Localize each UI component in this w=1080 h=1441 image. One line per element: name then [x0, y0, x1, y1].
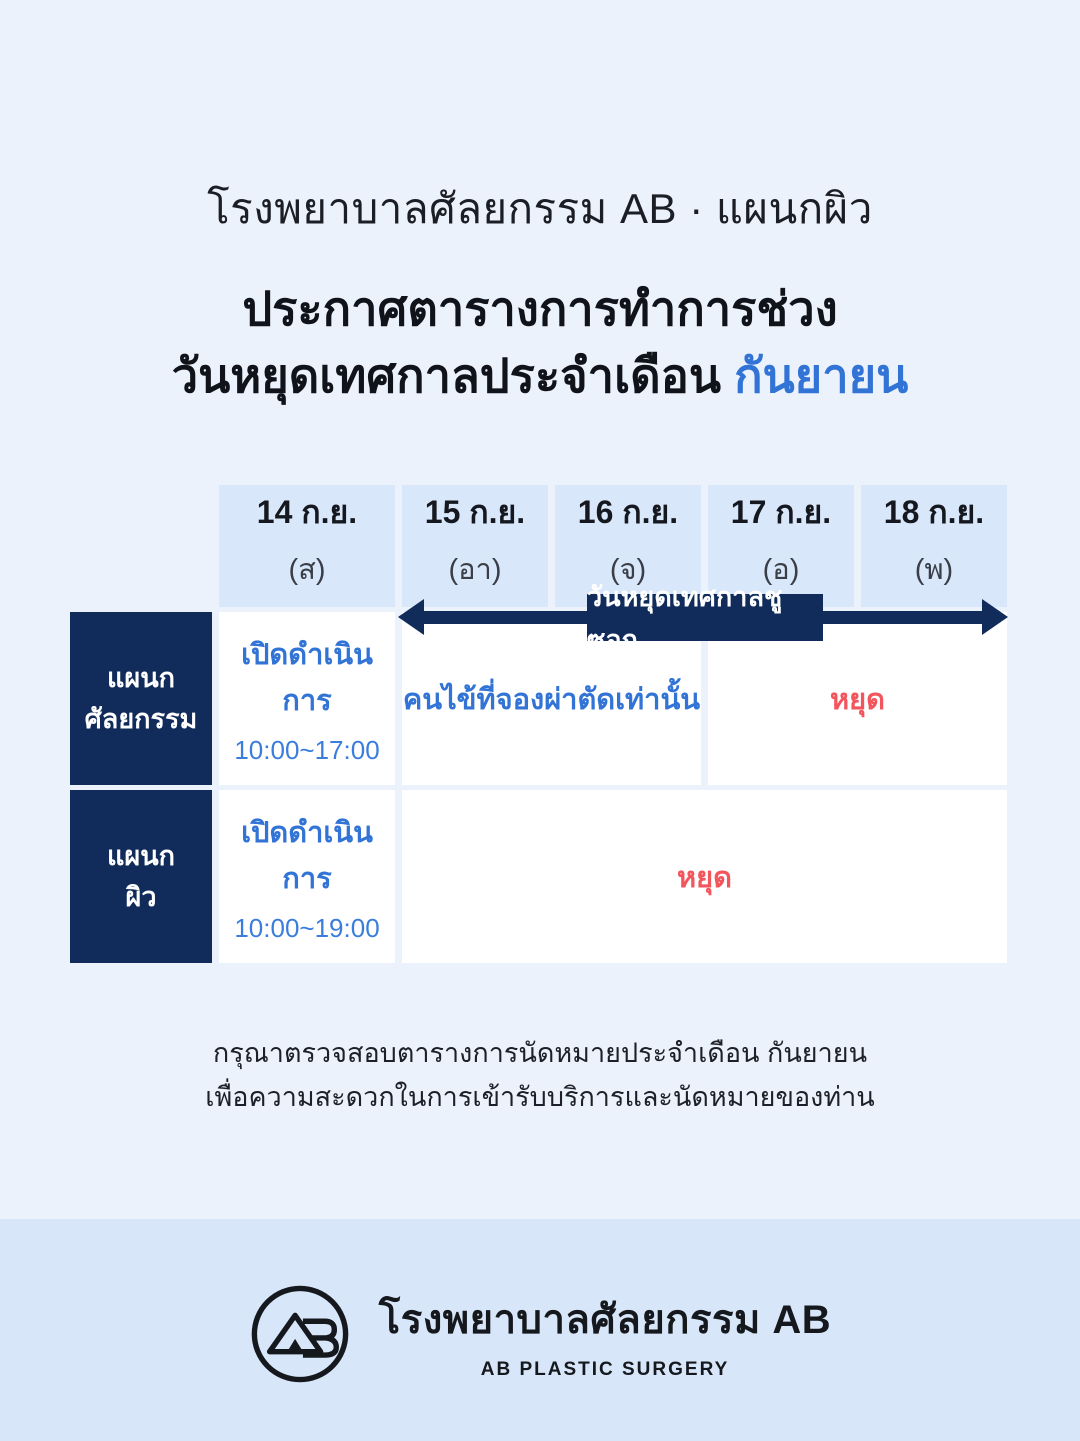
- booked-only-label: คนไข้ที่จองผ่าตัดเท่านั้น: [402, 683, 701, 716]
- closed-label: หยุด: [677, 861, 732, 894]
- weekday-label: (จ): [609, 553, 647, 586]
- date-label: 16 ก.ย.: [577, 493, 679, 530]
- dept-line2: ศัลยกรรม: [84, 703, 198, 734]
- date-label: 14 ก.ย.: [256, 493, 358, 530]
- dept-line2: ผิว: [125, 881, 157, 912]
- title-line2-prefix: วันหยุดเทศกาลประจำเดือน: [171, 348, 722, 402]
- weekday-label: (ส): [288, 553, 326, 586]
- brand-lockup: [0, 1283, 1080, 1385]
- closed-label: หยุด: [830, 683, 885, 716]
- brand-text: [379, 1287, 831, 1381]
- cell-surgery-open: [219, 612, 395, 785]
- footer-note-line2: เพื่อความสะดวกในการเข้ารับบริการและนัดหมายของท่าน: [205, 1081, 875, 1112]
- weekday-label: (พ): [914, 553, 954, 586]
- cell-skin-open: [219, 790, 395, 963]
- brand-name: โรงพยาบาลศัลยกรรม AB: [378, 1298, 832, 1342]
- title-month-highlight: กันยายน: [734, 348, 909, 402]
- title-line2: [0, 343, 1080, 410]
- holiday-arrow-left-icon: [398, 599, 424, 635]
- footer-note-line1: กรุณาตรวจสอบตารางการนัดหมายประจำเดือน กันยายน: [212, 1038, 868, 1068]
- eyebrow-clinic-name: โรงพยาบาลศัลยกรรม AB · แผนกผิว: [207, 185, 873, 232]
- ab-logo-icon: [249, 1283, 351, 1385]
- date-label: 18 ก.ย.: [883, 493, 985, 530]
- date-header-sep14: [219, 485, 395, 607]
- dept-line1: แผนก: [106, 663, 176, 693]
- date-label: 15 ก.ย.: [424, 493, 526, 530]
- title-line1: ประกาศตารางการทำการช่วง: [242, 282, 838, 335]
- page-title: [0, 276, 1080, 409]
- footer-note: [0, 1032, 1080, 1119]
- open-label: เปิดดำเนินการ: [241, 817, 373, 895]
- open-label: เปิดดำเนินการ: [241, 639, 373, 717]
- holiday-banner: วันหยุดเทศกาลชูซอก: [587, 594, 823, 641]
- schedule-table: [70, 485, 1007, 963]
- weekday-label: (อ): [762, 553, 800, 586]
- open-hours: 10:00~19:00: [234, 913, 380, 943]
- dept-line1: แผนก: [106, 841, 176, 871]
- weekday-label: (อา): [448, 553, 502, 586]
- open-hours: 10:00~17:00: [234, 735, 380, 765]
- dept-label-skin: [70, 790, 212, 963]
- date-header-sep18: [861, 485, 1007, 607]
- holiday-arrow-right-icon: [982, 599, 1008, 635]
- brand-band: [0, 1219, 1080, 1441]
- cell-skin-closed: [402, 790, 1007, 963]
- date-header-sep15: [402, 485, 548, 607]
- date-label: 17 ก.ย.: [730, 493, 832, 530]
- brand-subtitle: AB PLASTIC SURGERY: [480, 1359, 730, 1380]
- dept-label-surgery: [70, 612, 212, 785]
